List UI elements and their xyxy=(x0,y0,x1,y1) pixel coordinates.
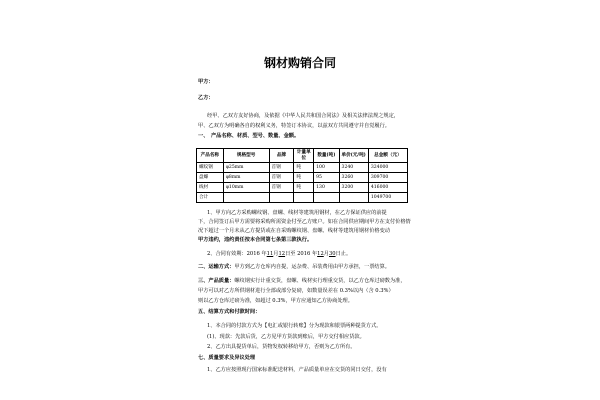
items-table xyxy=(196,148,408,203)
table-cell: 3240 xyxy=(339,163,368,173)
table-cell: 100 xyxy=(314,163,339,173)
para-1-line-2: 下，合同签订后甲方需要将采购所需资金付至乙方账户。如在合同供应期间甲方在支付价格情 xyxy=(198,219,411,225)
table-header-cell: 单价(元/吨) xyxy=(339,149,368,163)
section-3 xyxy=(198,278,406,285)
validity-end-month: 12 xyxy=(317,251,324,257)
section-3-line-1: 螺纹钢实行计重交货，盘螺、线材实行理重交货，以乙方仓库过磅数为准， xyxy=(234,278,406,284)
para-1-line-1: 1、甲方向乙方采购螺纹钢、盘螺、线材等建筑用钢材，在乙方保证供应的前提 xyxy=(207,210,387,216)
table-cell xyxy=(314,193,339,203)
table-header-row xyxy=(197,149,408,163)
section-1-heading: 一、 产品名称、材质、型号、数量、金额。 xyxy=(198,133,300,139)
table-cell: 首钢 xyxy=(269,183,294,193)
validity-start-month: 11 xyxy=(266,251,274,257)
table-cell: 线材 xyxy=(197,183,224,193)
table-cell: 盘螺 xyxy=(197,173,224,183)
table-cell: 416000 xyxy=(368,183,407,193)
table-cell: φ8mm xyxy=(223,173,269,183)
section-4-line-3: 2、乙方出具提货单后，货物发权转移给甲方，否则为乙方所有。 xyxy=(207,344,356,350)
table-header-cell: 品牌 xyxy=(269,149,294,163)
section-4-heading: 五、结算方式和付款时间： xyxy=(198,309,261,315)
table-row xyxy=(197,163,408,173)
validity-prefix: 2、合同有效期：2016 年 xyxy=(207,251,267,257)
table-cell: φ25mm xyxy=(223,163,269,173)
table-header-cell: 规格型号 xyxy=(223,149,269,163)
table-cell xyxy=(223,193,269,203)
para-1-line-3: 况下超过一个月未从乙方提货或在自采购螺纹钢、盘螺、线材等建筑用钢材价格变动 xyxy=(198,228,390,234)
table-cell: 1049700 xyxy=(368,193,407,203)
table-cell: 3200 xyxy=(339,183,368,193)
section-2-heading: 二、运输方式： xyxy=(198,264,235,270)
validity-text: 月 xyxy=(323,251,329,257)
table-cell xyxy=(294,193,314,203)
section-3-line-3: 则以乙方仓库过磅为准，如超过 0.3%，甲方应通知乙方协商处理。 xyxy=(198,298,353,304)
table-cell: 合计 xyxy=(197,193,224,203)
section-5-heading: 七、质量要求及异议处理 xyxy=(198,355,256,361)
validity-text: 月 xyxy=(273,251,279,257)
para-1-line-4: 甲方违约，违约责任按本合同第七条第三款执行。 xyxy=(198,237,313,243)
table-header-cell: 产品名称 xyxy=(197,149,224,163)
intro-line-1: 经甲、乙双方友好协商，及依据《中华人民共和国合同法》及相关法律法规之规定， xyxy=(207,113,399,119)
table-row xyxy=(197,183,408,193)
table-cell: 130 xyxy=(314,183,339,193)
table-header-cell: 总金额（元） xyxy=(368,149,407,163)
table-cell: φ10mm xyxy=(223,183,269,193)
contract-validity xyxy=(207,251,351,258)
table-cell: 吨 xyxy=(294,163,314,173)
validity-end-day: 30 xyxy=(328,251,336,257)
validity-start-day: 12 xyxy=(278,251,286,257)
section-4-line-1: 1、本合同的付款方式为【电汇或银行转账】分为现款和银票两种提货方式。 xyxy=(207,323,382,329)
table-cell: 吨 xyxy=(294,173,314,183)
table-cell xyxy=(339,193,368,203)
contract-title: 钢材购销合同 xyxy=(263,56,336,70)
table-row xyxy=(197,173,408,183)
table-cell: 首钢 xyxy=(269,163,294,173)
table-cell: 3260 xyxy=(339,173,368,183)
validity-suffix: 日止。 xyxy=(335,251,352,257)
section-2-text: 甲方到乙方仓库内自提，运杂费、吊装费用由甲方承担，一票结算。 xyxy=(234,264,390,270)
section-4-line-2: (1)、现款：先款后货，乙方见甲方货款到账后，甲方交付相应货款。 xyxy=(207,334,365,340)
table-header-cell: 计量单位 xyxy=(294,149,314,163)
table-cell xyxy=(269,193,294,203)
table-cell: 309700 xyxy=(368,173,407,183)
section-5-line-1: 1、乙方应按照现行国家标准配送材料，产品质量单应在交货的同日交付，没有 xyxy=(207,367,387,373)
table-cell: 95 xyxy=(314,173,339,183)
section-3-line-2: 甲方可以对乙方所供钢材进行全部或部分复磅，如数量误差在 0.3%以内（含 0.3%） xyxy=(198,288,394,294)
party-b-label: 乙方： xyxy=(198,95,214,101)
party-a-label: 甲方： xyxy=(198,79,214,85)
table-cell: 螺纹钢 xyxy=(197,163,224,173)
table-cell: 首钢 xyxy=(269,173,294,183)
validity-text: 日至 2016 年 xyxy=(285,251,318,257)
intro-line-2: 甲、乙双方为明确各自的权利义务，特签订本协议，以兹双方共同遵守并自觉履行。 xyxy=(198,123,390,129)
table-header-cell: 数量(吨) xyxy=(314,149,339,163)
table-cell: 吨 xyxy=(294,183,314,193)
section-2 xyxy=(198,264,390,271)
table-cell: 324000 xyxy=(368,163,407,173)
section-3-heading: 三、产品质量： xyxy=(198,278,235,284)
table-total-row xyxy=(197,193,408,203)
